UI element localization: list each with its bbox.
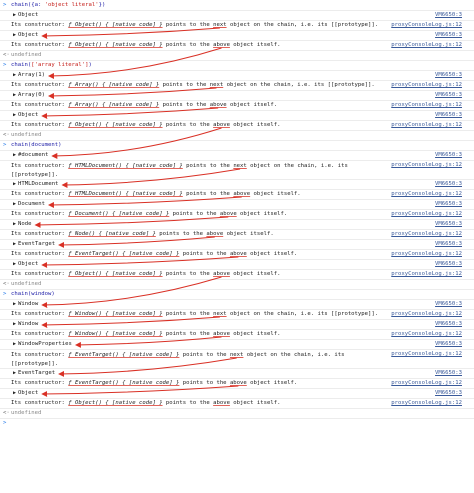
source-link[interactable]: VM6650:3: [435, 221, 462, 227]
source-link[interactable]: VM6650:3: [435, 321, 462, 327]
console-object-row[interactable]: [0, 71, 474, 81]
log-mid: points to the: [155, 231, 207, 237]
source-link[interactable]: VM6650:3: [435, 241, 462, 247]
log-post: object itself.: [226, 102, 278, 108]
command-prefix: chain({a:: [11, 2, 45, 8]
source-link[interactable]: proxyConsoleLog.js:12: [391, 331, 462, 337]
log-text: [11, 122, 280, 128]
object-label: EventTarget: [18, 241, 56, 247]
triangle-right-icon[interactable]: ▶: [13, 32, 17, 38]
log-text: [11, 231, 274, 237]
triangle-right-icon[interactable]: ▶: [13, 12, 17, 18]
object-label: Node: [18, 221, 32, 227]
log-pre: Its constructor:: [11, 311, 69, 317]
source-link[interactable]: VM6650:3: [435, 341, 462, 347]
log-mid: points to the: [179, 380, 230, 386]
source-link[interactable]: proxyConsoleLog.js:12: [391, 251, 462, 257]
object-entry[interactable]: [13, 112, 38, 118]
object-label: Object: [18, 261, 39, 267]
object-label: EventTarget: [18, 370, 56, 376]
console-log-message: [0, 250, 474, 260]
console-log-message: [0, 21, 474, 31]
console-log-message: [0, 161, 474, 180]
log-keyword: above: [209, 102, 227, 108]
triangle-right-icon[interactable]: ▶: [13, 181, 17, 187]
object-entry[interactable]: [13, 92, 45, 98]
log-pre: Its constructor:: [11, 191, 69, 197]
console-object-row[interactable]: [0, 31, 474, 41]
log-post: object on the chain, i.e. its [[prototype]].: [226, 311, 379, 317]
log-keyword: above: [229, 380, 247, 386]
command-text[interactable]: [11, 62, 92, 68]
log-post: object on the chain, i.e. its [[prototype]].: [11, 163, 348, 178]
log-pre: Its constructor:: [11, 22, 69, 28]
object-label: #document: [18, 152, 49, 158]
log-pre: Its constructor:: [11, 251, 69, 257]
log-pre: Its constructor:: [11, 163, 69, 169]
source-link[interactable]: VM6650:3: [435, 112, 462, 118]
log-keyword: above: [213, 122, 230, 128]
object-label: Object: [18, 112, 39, 118]
log-keyword: above: [206, 231, 224, 237]
log-text: [11, 400, 280, 406]
console-object-row[interactable]: [0, 11, 474, 21]
triangle-right-icon[interactable]: ▶: [13, 341, 17, 347]
result-symbol: <·: [3, 52, 10, 58]
console-object-row[interactable]: [0, 300, 474, 310]
constructor-signature: ƒ HTMLDocument() { [native code] }: [68, 163, 183, 169]
log-pre: Its constructor:: [11, 400, 69, 406]
source-link[interactable]: VM6650:3: [435, 92, 462, 98]
constructor-signature: ƒ Document() { [native code] }: [68, 211, 170, 217]
console-object-row[interactable]: [0, 320, 474, 330]
object-entry[interactable]: [13, 321, 38, 327]
constructor-signature: ƒ Node() { [native code] }: [68, 231, 156, 237]
result-symbol: <·: [3, 410, 10, 416]
source-link[interactable]: VM6650:3: [435, 390, 462, 396]
log-text: [11, 311, 378, 317]
log-keyword: next: [209, 82, 224, 88]
object-label: Object: [18, 12, 39, 18]
prompt-symbol: >: [3, 291, 7, 297]
constructor-signature: ƒ Object() { [native code] }: [68, 271, 163, 277]
log-keyword: above: [213, 400, 230, 406]
log-post: object on the chain, i.e. its [[prototype]].: [11, 352, 345, 367]
undefined-result: undefined: [11, 410, 42, 416]
triangle-right-icon[interactable]: ▶: [13, 92, 17, 98]
source-link[interactable]: proxyConsoleLog.js:12: [391, 82, 462, 88]
source-link[interactable]: proxyConsoleLog.js:12: [391, 400, 462, 406]
log-mid: points to the: [179, 352, 230, 358]
log-mid: points to the: [162, 331, 214, 337]
result-symbol: <·: [3, 281, 10, 287]
constructor-signature: ƒ EventTarget() { [native code] }: [68, 380, 180, 386]
constructor-signature: ƒ EventTarget() { [native code] }: [68, 352, 180, 358]
prompt-symbol: >: [3, 62, 7, 68]
constructor-signature: ƒ EventTarget() { [native code] }: [68, 251, 180, 257]
constructor-signature: ƒ HTMLDocument() { [native code] }: [68, 191, 183, 197]
result-symbol: <·: [3, 132, 10, 138]
constructor-signature: ƒ Array() { [native code] }: [68, 82, 160, 88]
object-entry[interactable]: [13, 241, 55, 247]
log-pre: Its constructor:: [11, 380, 69, 386]
source-link[interactable]: proxyConsoleLog.js:12: [391, 42, 462, 48]
log-keyword: next: [213, 22, 227, 28]
log-keyword: above: [213, 331, 230, 337]
object-label: Window: [18, 301, 39, 307]
log-keyword: above: [229, 251, 247, 257]
command-text[interactable]: [11, 142, 62, 148]
object-entry[interactable]: [13, 341, 72, 347]
console-log-message: [0, 399, 474, 409]
source-link[interactable]: proxyConsoleLog.js:12: [391, 311, 462, 317]
prompt-symbol: >: [3, 420, 7, 426]
log-pre: Its constructor:: [11, 102, 69, 108]
source-link[interactable]: proxyConsoleLog.js:12: [391, 22, 462, 28]
triangle-right-icon[interactable]: ▶: [13, 112, 17, 118]
console-log-message: [0, 230, 474, 240]
source-link[interactable]: proxyConsoleLog.js:12: [391, 211, 462, 217]
log-post: object on the chain, i.e. its [[prototype]].: [226, 22, 379, 28]
console-result-row: [0, 409, 474, 419]
source-link[interactable]: VM6650:3: [435, 201, 462, 207]
log-text: [11, 271, 280, 277]
log-mid: points to the: [162, 22, 214, 28]
object-entry[interactable]: [13, 370, 55, 376]
source-link[interactable]: proxyConsoleLog.js:12: [391, 271, 462, 277]
log-mid: points to the: [159, 102, 210, 108]
prompt-symbol: >: [3, 2, 7, 8]
log-mid: points to the: [179, 251, 230, 257]
log-pre: Its constructor:: [11, 352, 69, 358]
triangle-right-icon[interactable]: ▶: [13, 221, 17, 227]
triangle-right-icon[interactable]: ▶: [13, 241, 17, 247]
source-link[interactable]: VM6650:3: [435, 370, 462, 376]
log-text: [11, 82, 375, 88]
log-mid: points to the: [162, 400, 214, 406]
log-keyword: above: [213, 42, 230, 48]
source-link[interactable]: VM6650:3: [435, 181, 462, 187]
log-post: object itself.: [229, 331, 281, 337]
undefined-result: undefined: [11, 281, 42, 287]
console-result-row: [0, 280, 474, 290]
triangle-right-icon[interactable]: ▶: [13, 72, 17, 78]
constructor-signature: ƒ Object() { [native code] }: [68, 22, 163, 28]
log-keyword: above: [219, 211, 237, 217]
console-object-row[interactable]: [0, 220, 474, 230]
log-mid: points to the: [182, 163, 234, 169]
undefined-result: undefined: [11, 52, 42, 58]
object-entry[interactable]: [13, 201, 45, 207]
log-post: object itself.: [229, 42, 281, 48]
log-text: [11, 162, 381, 180]
object-entry[interactable]: [13, 390, 38, 396]
source-link[interactable]: VM6650:3: [435, 301, 462, 307]
log-text: [11, 22, 378, 28]
console-log-message: [0, 101, 474, 111]
constructor-signature: ƒ Array() { [native code] }: [68, 102, 160, 108]
console-command-line[interactable]: [0, 1, 474, 11]
console-object-row[interactable]: [0, 369, 474, 379]
object-label: Object: [18, 390, 39, 396]
source-link[interactable]: proxyConsoleLog.js:12: [391, 102, 462, 108]
triangle-right-icon[interactable]: ▶: [13, 301, 17, 307]
console-log-message: [0, 41, 474, 51]
console-log-message: [0, 190, 474, 200]
log-keyword: next: [229, 352, 244, 358]
object-entry[interactable]: [13, 72, 45, 78]
log-pre: Its constructor:: [11, 211, 69, 217]
log-post: object itself.: [223, 231, 274, 237]
console-result-row: [0, 131, 474, 141]
log-mid: points to the: [169, 211, 220, 217]
object-entry[interactable]: [13, 261, 38, 267]
object-label: Document: [18, 201, 45, 207]
log-mid: points to the: [162, 122, 214, 128]
log-text: [11, 191, 301, 197]
log-post: object on the chain, i.e. its [[prototype]].: [223, 82, 375, 88]
command-text[interactable]: [11, 2, 105, 8]
source-link[interactable]: VM6650:3: [435, 261, 462, 267]
log-pre: Its constructor:: [11, 122, 69, 128]
console-log-message: [0, 330, 474, 340]
object-entry[interactable]: [13, 152, 48, 158]
object-entry[interactable]: [13, 12, 38, 18]
triangle-right-icon[interactable]: ▶: [13, 390, 17, 396]
source-link[interactable]: proxyConsoleLog.js:12: [391, 122, 462, 128]
constructor-signature: ƒ Object() { [native code] }: [68, 400, 163, 406]
object-entry[interactable]: [13, 301, 38, 307]
console-object-row[interactable]: [0, 111, 474, 121]
source-link[interactable]: proxyConsoleLog.js:12: [391, 162, 462, 168]
log-text: [11, 251, 297, 257]
log-text: [11, 211, 287, 217]
undefined-result: undefined: [11, 132, 42, 138]
command-text[interactable]: [11, 291, 55, 297]
log-post: object itself.: [229, 400, 281, 406]
log-text: [11, 102, 277, 108]
source-link[interactable]: VM6650:3: [435, 72, 462, 78]
triangle-right-icon[interactable]: ▶: [13, 370, 17, 376]
console-object-row[interactable]: [0, 200, 474, 210]
source-link[interactable]: VM6650:3: [435, 152, 462, 158]
object-label: Window: [18, 321, 39, 327]
triangle-right-icon[interactable]: ▶: [13, 152, 17, 158]
console-command-line[interactable]: [0, 290, 474, 300]
command-suffix: ): [88, 62, 92, 68]
console-object-row[interactable]: [0, 389, 474, 399]
console-input-prompt[interactable]: [0, 419, 474, 429]
console-object-row[interactable]: [0, 151, 474, 161]
log-post: object itself.: [229, 122, 281, 128]
log-mid: points to the: [162, 311, 214, 317]
command-suffix: }): [98, 2, 106, 8]
object-entry[interactable]: [13, 221, 32, 227]
log-post: object itself.: [236, 211, 288, 217]
triangle-right-icon[interactable]: ▶: [13, 321, 17, 327]
constructor-signature: ƒ Object() { [native code] }: [68, 122, 163, 128]
console-log-message: [0, 270, 474, 280]
log-keyword: above: [213, 271, 230, 277]
log-mid: points to the: [162, 271, 214, 277]
object-label: Array(1): [18, 72, 45, 78]
object-label: Object: [18, 32, 39, 38]
console-object-row[interactable]: [0, 340, 474, 350]
console-object-row[interactable]: [0, 180, 474, 190]
log-post: object itself.: [246, 251, 298, 257]
console-result-row: [0, 51, 474, 61]
console-log-message: [0, 81, 474, 91]
log-text: [11, 42, 280, 48]
object-label: WindowProperties: [18, 341, 72, 347]
command-string: 'object literal': [44, 2, 99, 8]
console-command-line[interactable]: [0, 141, 474, 151]
console-log-message: [0, 210, 474, 220]
object-label: Array(0): [18, 92, 45, 98]
source-link[interactable]: VM6650:3: [435, 32, 462, 38]
command-string: ['array literal']: [31, 62, 89, 68]
log-post: object itself.: [246, 380, 298, 386]
log-text: [11, 380, 297, 386]
log-text: [11, 331, 280, 337]
console-object-row[interactable]: [0, 240, 474, 250]
log-keyword: next: [233, 163, 247, 169]
object-entry[interactable]: [13, 32, 38, 38]
console-log-message: [0, 350, 474, 369]
constructor-signature: ƒ Window() { [native code] }: [68, 331, 163, 337]
source-link[interactable]: proxyConsoleLog.js:12: [391, 351, 462, 357]
log-pre: Its constructor:: [11, 231, 69, 237]
source-link[interactable]: proxyConsoleLog.js:12: [391, 231, 462, 237]
console-log-message: [0, 121, 474, 131]
object-entry[interactable]: [13, 181, 58, 187]
command-prefix: chain(window): [11, 291, 55, 297]
log-mid: points to the: [159, 82, 210, 88]
triangle-right-icon[interactable]: ▶: [13, 261, 17, 267]
log-pre: Its constructor:: [11, 42, 69, 48]
log-pre: Its constructor:: [11, 331, 69, 337]
command-prefix: chain(: [11, 62, 32, 68]
log-text: [11, 351, 381, 369]
console-object-row[interactable]: [0, 260, 474, 270]
source-link[interactable]: proxyConsoleLog.js:12: [391, 191, 462, 197]
console-command-line[interactable]: [0, 61, 474, 71]
constructor-signature: ƒ Object() { [native code] }: [68, 42, 163, 48]
log-keyword: next: [213, 311, 227, 317]
log-post: object itself.: [229, 271, 281, 277]
log-keyword: above: [233, 191, 251, 197]
prompt-symbol: >: [3, 142, 7, 148]
source-link[interactable]: VM6650:3: [435, 12, 462, 18]
log-pre: Its constructor:: [11, 82, 69, 88]
console-object-row[interactable]: [0, 91, 474, 101]
console-log-message: [0, 310, 474, 320]
log-post: object itself.: [250, 191, 301, 197]
log-mid: points to the: [162, 42, 214, 48]
command-prefix: chain(document): [11, 142, 62, 148]
triangle-right-icon[interactable]: ▶: [13, 201, 17, 207]
object-label: HTMLDocument: [18, 181, 59, 187]
source-link[interactable]: proxyConsoleLog.js:12: [391, 380, 462, 386]
constructor-signature: ƒ Window() { [native code] }: [68, 311, 163, 317]
log-pre: Its constructor:: [11, 271, 69, 277]
console-log-message: [0, 379, 474, 389]
log-mid: points to the: [182, 191, 234, 197]
